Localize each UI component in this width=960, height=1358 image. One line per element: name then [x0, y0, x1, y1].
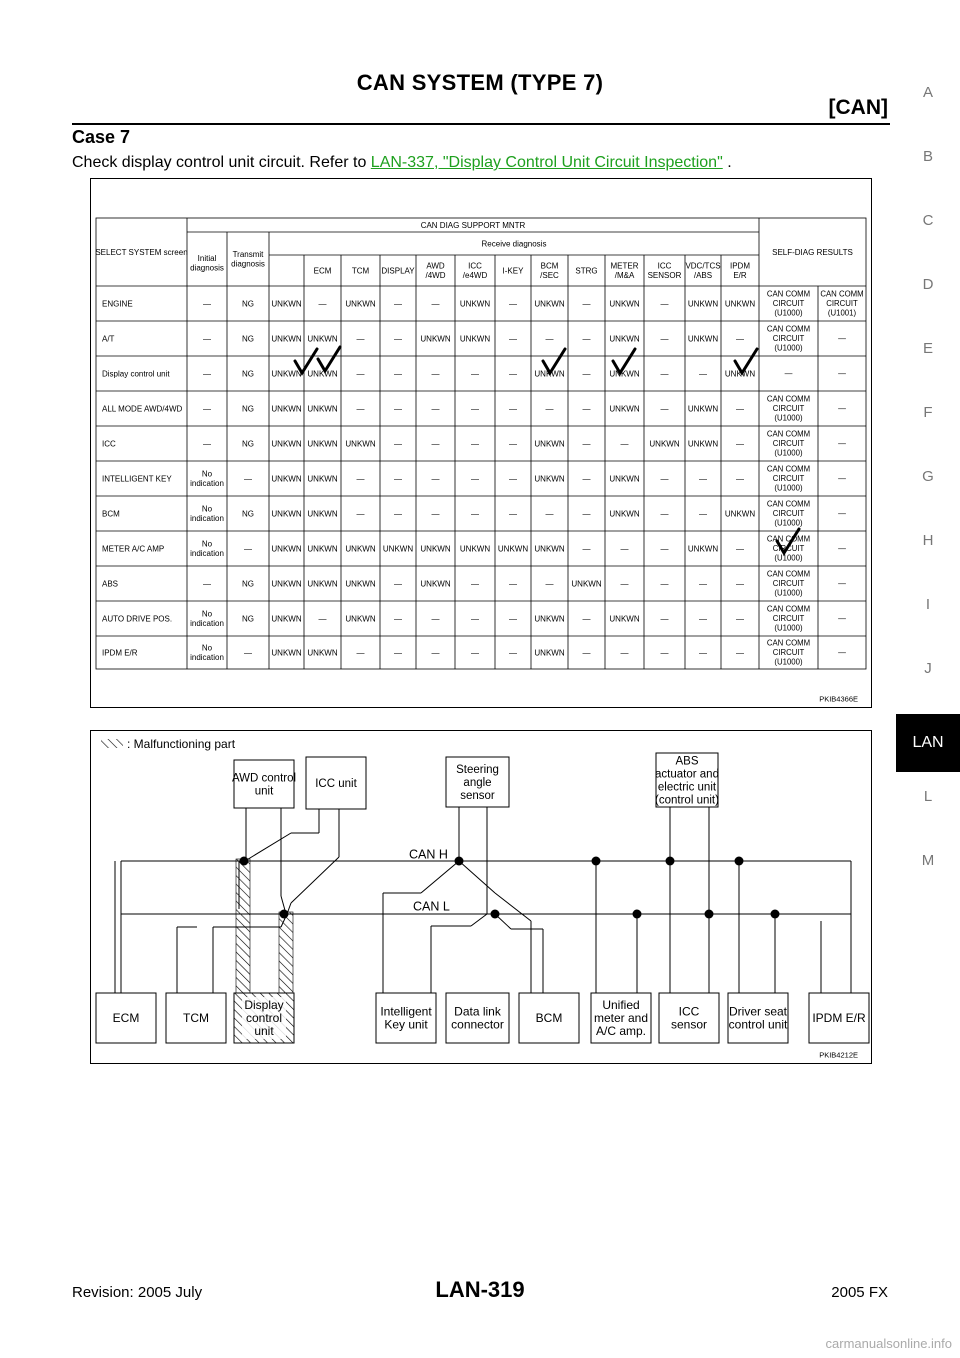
table-cell: — [620, 579, 629, 589]
self-diag-cell: — [784, 369, 793, 379]
table-cell: — [660, 369, 669, 379]
self-diag-cell: — [838, 579, 846, 589]
table-cell: UNKWN [345, 544, 376, 554]
table-cell: UNKWN [609, 299, 640, 309]
table-cell: — [736, 648, 744, 658]
index-tab-c[interactable]: C [922, 212, 934, 229]
table-cell: No indication [190, 539, 224, 559]
table-cell: — [660, 299, 669, 309]
table-cell: No indication [190, 504, 224, 524]
table-cell: UNKWN [609, 509, 640, 519]
row-label: ENGINE [102, 299, 133, 309]
table-cell: UNKWN [420, 334, 451, 344]
table-cell: — [545, 579, 554, 589]
table-cell: — [356, 334, 365, 344]
ipdm-er-unit-label: IPDM E/R [812, 1011, 866, 1026]
row-label: IPDM E/R [102, 648, 138, 658]
table-cell: — [318, 299, 327, 309]
table-cell: — [431, 404, 440, 414]
abs-actuator-unit-label: ABS actuator and electric unit (control unit) [655, 755, 719, 807]
table-cell: — [660, 509, 669, 519]
table-cell: — [509, 579, 517, 589]
table-cell: — [471, 369, 479, 379]
index-tab-j[interactable]: J [924, 660, 932, 677]
table-cell: — [699, 614, 707, 624]
row-label: BCM [102, 509, 120, 519]
self-diag-cell: — [838, 614, 846, 624]
junction-dot [633, 910, 642, 919]
index-tab-m[interactable]: M [921, 852, 935, 869]
case-heading: Case 7 [72, 127, 131, 147]
can-wiring-diagram [91, 731, 871, 1063]
row-label: INTELLIGENT KEY [102, 474, 172, 484]
table-cell: — [471, 509, 479, 519]
index-tab-g[interactable]: G [922, 468, 934, 485]
junction-dot [735, 857, 744, 866]
table-cell: — [431, 369, 440, 379]
junction-dot [771, 910, 780, 919]
row-label: AUTO DRIVE POS. [102, 614, 173, 624]
malfunction-wire-h [236, 859, 250, 993]
self-diag-cell: — [838, 648, 846, 658]
table-cell: — [431, 299, 440, 309]
table-cell: — [736, 404, 744, 414]
table-cell: — [394, 579, 402, 589]
table-cell: — [545, 509, 554, 519]
table-cell: — [699, 369, 707, 379]
table-cell: UNKWN [687, 334, 719, 344]
column-header: DISPLAY [381, 266, 415, 276]
column-header: ICC /e4WD [462, 261, 488, 281]
table-cell: — [582, 474, 591, 484]
table-cell: — [394, 439, 402, 449]
table-cell: NG [242, 614, 254, 624]
table-cell: — [203, 404, 211, 414]
ecm-unit-label: ECM [112, 1011, 140, 1026]
table-cell: UNKWN [724, 369, 756, 379]
table-cell: — [471, 404, 479, 414]
self-diag-cell: — [838, 474, 846, 484]
table-cell: — [582, 404, 591, 414]
table-cell: — [394, 614, 402, 624]
table-cell: UNKWN [271, 614, 302, 624]
table-cell: — [509, 404, 517, 414]
table-cell: UNKWN [724, 299, 756, 309]
table-cell: — [394, 404, 402, 414]
unified-meter-unit-label: Unified meter and A/C amp. [593, 998, 649, 1039]
table-cell: — [699, 474, 707, 484]
table-cell: — [660, 544, 669, 554]
table-cell: — [582, 439, 591, 449]
legend-text: : Malfunctioning part [127, 737, 236, 752]
diagnosis-table-figure [90, 178, 872, 708]
table-cell: — [471, 614, 479, 624]
table-cell: UNKWN [534, 299, 565, 309]
wire [459, 861, 495, 893]
table-cell: UNKWN [382, 544, 414, 554]
wire [245, 833, 291, 861]
intro-lead: Check display control unit circuit. Refer to [72, 154, 371, 171]
reference-link[interactable]: LAN-337, "Display Control Unit Circuit Inspection" [370, 154, 723, 171]
self-diag-header: SELF-DIAG RESULTS [772, 247, 853, 257]
table-cell: UNKWN [687, 544, 719, 554]
table-cell: — [431, 509, 440, 519]
table-cell: — [660, 404, 669, 414]
column-header: STRG [575, 266, 598, 276]
junction-dot [705, 910, 714, 919]
junction-dot [592, 857, 601, 866]
table-cell: — [394, 334, 402, 344]
column-header: ICC SENSOR [647, 261, 682, 281]
junction-dot [280, 910, 289, 919]
table-cell: UNKWN [271, 544, 302, 554]
page-title: CAN SYSTEM (TYPE 7) [356, 70, 604, 95]
can-diag-header: CAN DIAG SUPPORT MNTR [420, 220, 526, 230]
table-cell: No indication [190, 643, 224, 663]
self-diag-cell: — [838, 369, 846, 379]
table-cell: — [509, 474, 517, 484]
table-cell: UNKWN [687, 299, 719, 309]
self-diag-cell: CAN COMM CIRCUIT (U1000) [766, 534, 811, 563]
table-cell: — [356, 648, 365, 658]
bcm-unit-label: BCM [535, 1011, 563, 1026]
table-cell: — [509, 648, 517, 658]
table-cell: — [509, 509, 517, 519]
table-cell: UNKWN [345, 299, 376, 309]
table-cell: NG [242, 509, 254, 519]
junction-dot [240, 857, 249, 866]
model-year: 2005 FX [831, 1284, 888, 1301]
table-cell: — [394, 509, 402, 519]
table-cell: — [431, 614, 440, 624]
column-header: AWD /4WD [425, 261, 446, 281]
junction-dot [491, 910, 500, 919]
table-cell: No indication [190, 469, 224, 489]
driver-seat-control-unit-label: Driver seat control unit [728, 1004, 788, 1032]
wire [291, 857, 339, 903]
table-cell: — [736, 614, 744, 624]
table-cell: UNKWN [307, 509, 338, 519]
table-cell: — [356, 474, 365, 484]
index-tab-b[interactable]: B [922, 148, 933, 165]
self-diag-cell: — [838, 509, 846, 519]
table-cell: — [660, 474, 669, 484]
watermark: carmanualsonline.info [825, 1336, 952, 1351]
self-diag-cell: — [838, 404, 846, 414]
initial-diag-header: Initial diagnosis [190, 254, 224, 273]
table-cell: — [545, 334, 554, 344]
row-label: METER A/C AMP [102, 544, 165, 554]
index-tab-h[interactable]: H [922, 532, 934, 549]
table-cell: UNKWN [649, 439, 680, 449]
table-cell: — [203, 334, 211, 344]
column-header: METER /M&A [610, 261, 639, 281]
table-cell: — [620, 648, 629, 658]
icc-unit-label: ICC unit [315, 778, 357, 791]
table-cell: UNKWN [307, 334, 338, 344]
table-cell: — [471, 439, 479, 449]
table-cell: UNKWN [307, 439, 338, 449]
malfunction-wire-l [279, 912, 293, 993]
table-cell: UNKWN [459, 544, 491, 554]
data-link-connector-label: Data link connector [451, 1004, 504, 1032]
intro-text [72, 154, 732, 172]
table-cell: — [394, 369, 402, 379]
self-diag-cell: CAN COMM CIRCUIT (U1000) [766, 429, 811, 458]
transmit-diag-header: Transmit diagnosis [231, 250, 265, 269]
table-cell: UNKWN [271, 299, 302, 309]
index-tab-l[interactable]: L [923, 788, 933, 805]
legend-hatch-icon [101, 739, 123, 748]
table-cell: — [660, 648, 669, 658]
table-cell: UNKWN [534, 544, 565, 554]
table-cell: UNKWN [609, 614, 640, 624]
table-cell: — [244, 474, 252, 484]
table-cell: UNKWN [307, 579, 338, 589]
column-header: BCM /SEC [540, 261, 559, 281]
table-cell: — [736, 579, 744, 589]
table-cell: — [394, 474, 402, 484]
table-cell: — [699, 509, 707, 519]
table-cell: — [356, 509, 365, 519]
self-diag-cell: CAN COMM CIRCUIT (U1000) [766, 324, 811, 353]
table-cell: UNKWN [271, 579, 302, 589]
junction-dot [666, 857, 675, 866]
row-label: ABS [102, 579, 119, 589]
select-system-header: SELECT SYSTEM screen [95, 247, 188, 257]
table-cell: UNKWN [307, 648, 338, 658]
table-cell: UNKWN [609, 474, 640, 484]
table-cell: UNKWN [307, 369, 338, 379]
diagnosis-table [91, 179, 871, 707]
column-header: IPDM E/R [730, 261, 750, 281]
column-header: VDC/TCS /ABS [685, 261, 721, 281]
table-cell: — [203, 579, 211, 589]
can-h-label: CAN H [409, 847, 448, 862]
self-diag-cell: CAN COMM CIRCUIT (U1000) [766, 604, 811, 633]
junction-dot [455, 857, 464, 866]
steering-angle-sensor-label: Steering angle sensor [456, 764, 499, 803]
intro-suffix: . [722, 154, 732, 171]
table-cell: — [394, 299, 402, 309]
table-cell: UNKWN [609, 369, 640, 379]
column-header: ECM [313, 266, 332, 276]
table-cell: — [582, 369, 591, 379]
table-cell: UNKWN [345, 614, 376, 624]
table-cell: — [699, 648, 707, 658]
section-index [896, 84, 960, 964]
self-diag-cell: CAN COMM CIRCUIT (U1000) [766, 464, 811, 493]
awd-control-unit-label: AWD control unit [231, 772, 297, 798]
table-cell: — [736, 334, 744, 344]
index-tab-i[interactable]: I [925, 596, 931, 613]
table-cell: UNKWN [307, 474, 338, 484]
self-diag-cell: CAN COMM CIRCUIT (U1000) [766, 394, 811, 423]
table-cell: — [318, 614, 327, 624]
table-cell: UNKWN [534, 474, 565, 484]
table-cell: UNKWN [534, 648, 565, 658]
table-cell: — [660, 334, 669, 344]
table-cell: No indication [190, 609, 224, 629]
figure-code: PKIB4212E [819, 1050, 858, 1060]
index-tab-f[interactable]: F [923, 404, 933, 421]
table-cell: UNKWN [571, 579, 602, 589]
table-cell: — [431, 648, 440, 658]
table-cell: — [620, 439, 629, 449]
row-label: A/T [102, 334, 115, 344]
header-rule [72, 123, 890, 125]
intelligent-key-unit-label: Intelligent Key unit [380, 1004, 432, 1032]
table-cell: — [431, 474, 440, 484]
table-cell: — [582, 544, 591, 554]
table-cell: — [660, 614, 669, 624]
table-cell: — [203, 299, 211, 309]
wire [421, 861, 459, 893]
table-cell: UNKWN [534, 614, 565, 624]
table-cell: — [356, 369, 365, 379]
table-cell: — [736, 439, 744, 449]
self-diag-cell: CAN COMM CIRCUIT (U1000) [766, 499, 811, 528]
table-cell: — [394, 648, 402, 658]
receive-diag-header: Receive diagnosis [481, 239, 547, 249]
table-cell: — [431, 439, 440, 449]
table-cell: UNKWN [271, 648, 302, 658]
table-cell: — [582, 299, 591, 309]
table-cell: — [509, 369, 517, 379]
table-cell: UNKWN [459, 299, 491, 309]
index-tab-a[interactable]: A [922, 84, 933, 101]
table-cell: — [736, 544, 744, 554]
table-cell: UNKWN [271, 439, 302, 449]
section-tag: [CAN] [828, 96, 888, 119]
table-cell: NG [242, 404, 254, 414]
table-cell: — [582, 334, 591, 344]
table-cell: UNKWN [271, 334, 302, 344]
check-mark-icon [318, 347, 340, 371]
table-cell: — [582, 614, 591, 624]
table-cell: NG [242, 579, 254, 589]
table-cell: UNKWN [345, 439, 376, 449]
self-diag-cell: — [838, 544, 846, 554]
table-cell: — [509, 439, 517, 449]
table-cell: UNKWN [271, 509, 302, 519]
table-cell: UNKWN [534, 369, 565, 379]
wire [471, 914, 487, 926]
table-cell: — [699, 579, 707, 589]
index-tab-d[interactable]: D [922, 276, 934, 293]
table-cell: — [356, 404, 365, 414]
table-cell: UNKWN [534, 439, 565, 449]
table-cell: NG [242, 299, 254, 309]
table-cell: UNKWN [307, 404, 338, 414]
index-tab-lan[interactable]: LAN [896, 714, 960, 772]
table-cell: UNKWN [271, 474, 302, 484]
table-cell: UNKWN [609, 334, 640, 344]
table-cell: UNKWN [307, 544, 338, 554]
table-cell: — [203, 369, 211, 379]
index-tab-e[interactable]: E [922, 340, 933, 357]
table-cell: — [545, 404, 554, 414]
icc-sensor-unit-label: ICC sensor [670, 1004, 708, 1032]
table-cell: — [509, 334, 517, 344]
self-diag-cell: CAN COMM CIRCUIT (U1001) [820, 289, 864, 318]
table-cell: UNKWN [420, 544, 451, 554]
table-cell: UNKWN [687, 439, 719, 449]
table-cell: UNKWN [609, 404, 640, 414]
table-cell: NG [242, 334, 254, 344]
table-cell: UNKWN [420, 579, 451, 589]
table-cell: — [471, 579, 479, 589]
table-cell: — [736, 474, 744, 484]
table-cell: — [244, 544, 252, 554]
table-cell: — [620, 544, 629, 554]
row-label: Display control unit [102, 369, 170, 379]
table-cell: UNKWN [271, 404, 302, 414]
self-diag-cell: CAN COMM CIRCUIT (U1000) [766, 638, 811, 667]
table-cell: — [509, 614, 517, 624]
table-cell: — [203, 439, 211, 449]
table-cell: NG [242, 369, 254, 379]
display-control-unit-label: Display control unit [244, 998, 284, 1039]
self-diag-cell: — [838, 439, 846, 449]
can-wiring-diagram-figure [90, 730, 872, 1064]
table-cell: UNKWN [345, 579, 376, 589]
column-header: I-KEY [502, 266, 524, 276]
self-diag-cell: CAN COMM CIRCUIT (U1000) [766, 289, 811, 318]
table-cell: UNKWN [459, 334, 491, 344]
table-cell: UNKWN [687, 404, 719, 414]
revision-date: Revision: 2005 July [72, 1284, 203, 1301]
table-cell: — [471, 648, 479, 658]
table-cell: — [509, 299, 517, 309]
table-cell: — [660, 579, 669, 589]
tcm-unit-label: TCM [183, 1011, 209, 1026]
row-label: ICC [102, 439, 116, 449]
table-cell: — [582, 509, 591, 519]
table-cell: UNKWN [724, 509, 756, 519]
self-diag-cell: CAN COMM CIRCUIT (U1000) [766, 569, 811, 598]
table-cell: UNKWN [271, 369, 302, 379]
table-cell: — [244, 648, 252, 658]
table-cell: NG [242, 439, 254, 449]
table-cell: UNKWN [497, 544, 529, 554]
page-number: LAN-319 [435, 1277, 525, 1302]
row-label: ALL MODE AWD/4WD [102, 404, 183, 414]
column-header: TCM [351, 266, 370, 276]
table-cell: — [471, 474, 479, 484]
table-cell: — [582, 648, 591, 658]
self-diag-cell: — [838, 334, 846, 344]
figure-code: PKIB4366E [819, 694, 858, 704]
wire [495, 893, 531, 921]
can-l-label: CAN L [413, 899, 450, 914]
